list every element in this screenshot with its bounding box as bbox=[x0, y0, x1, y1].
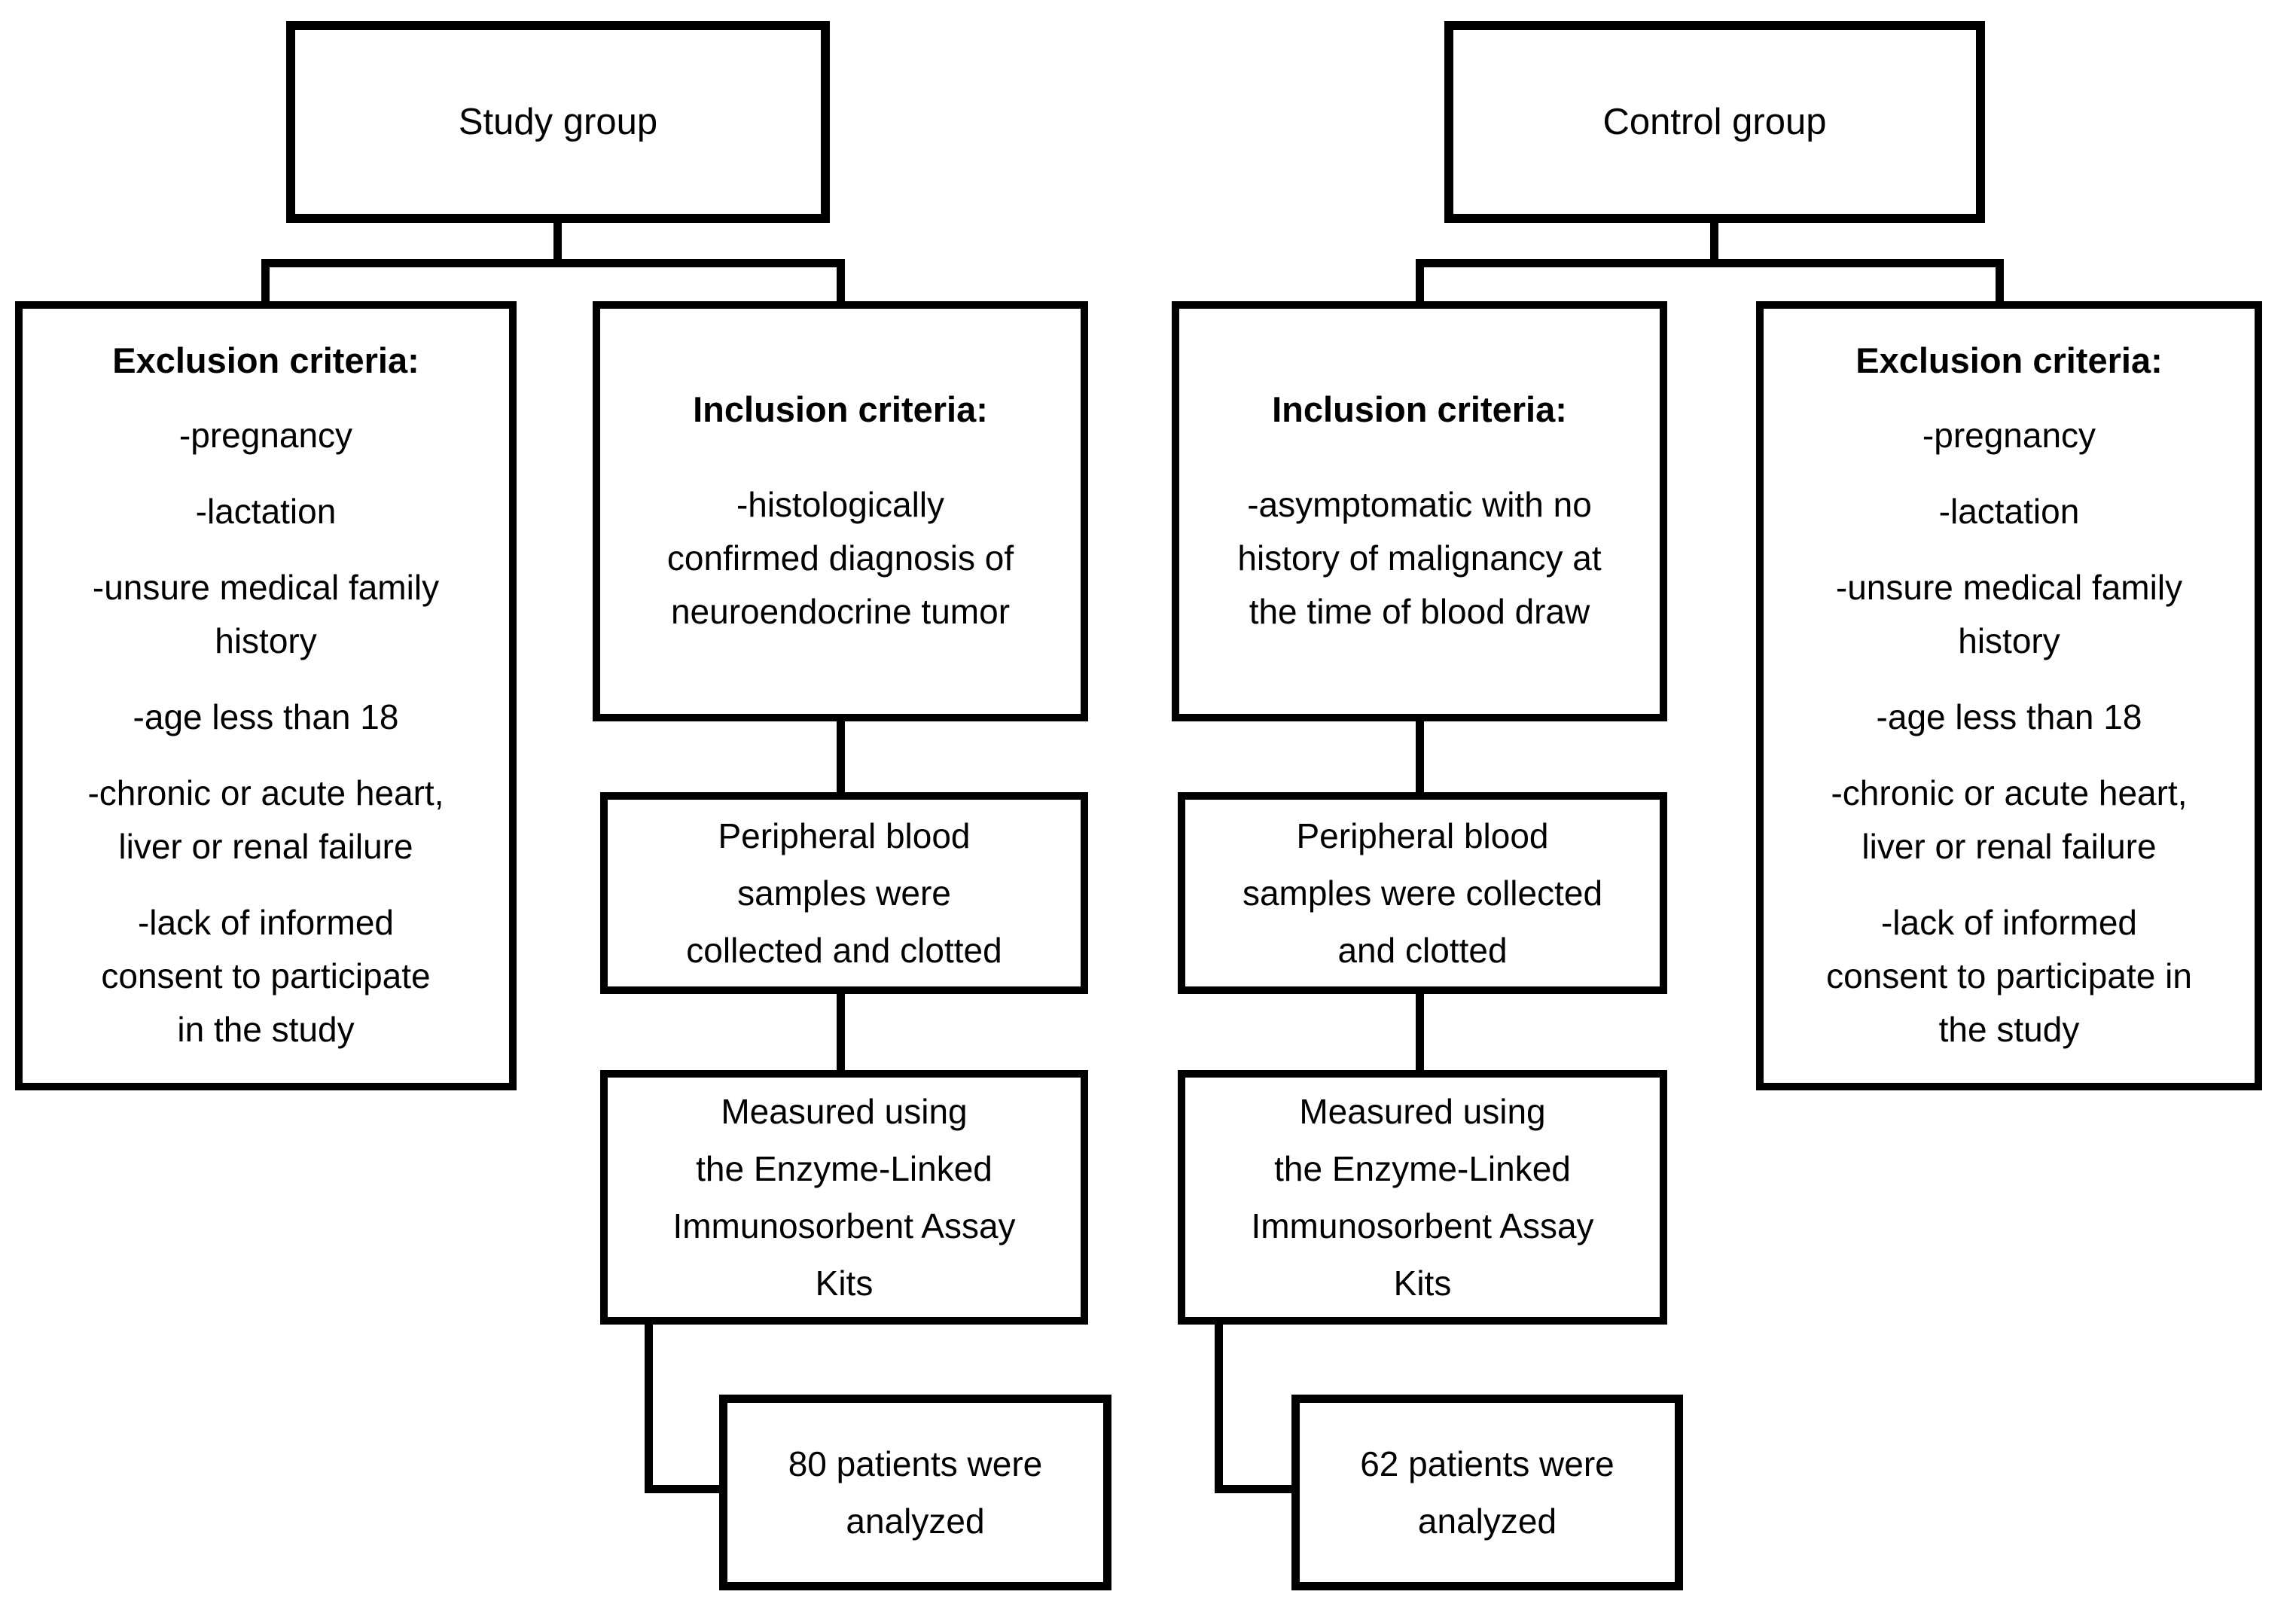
inclusion-item: -asymptomatic with no history of malignancy at the time of blood draw bbox=[1237, 485, 1602, 631]
control-tbar-line bbox=[1416, 259, 2004, 267]
study-exclusion-box bbox=[15, 301, 517, 1090]
exclusion-item: -lack of informed consent to participate in the study bbox=[1826, 903, 2192, 1049]
exclusion-item: -lack of informed consent to participate in the study bbox=[101, 903, 431, 1049]
study-group-label: Study group bbox=[458, 102, 658, 142]
study-tbar-left-drop bbox=[261, 264, 270, 304]
exclusion-item: -age less than 18 bbox=[1876, 697, 2142, 736]
study-stem-line bbox=[553, 221, 562, 264]
control-exclusion-box bbox=[1756, 301, 2262, 1090]
control-connector-inclusion-blood bbox=[1416, 720, 1424, 794]
study-elbow-horizontal bbox=[645, 1485, 723, 1493]
exclusion-item: -chronic or acute heart, liver or renal failure bbox=[87, 773, 444, 866]
control-tbar-right-drop bbox=[1996, 264, 2004, 304]
inclusion-title: Inclusion criteria: bbox=[1272, 389, 1567, 429]
exclusion-item: -pregnancy bbox=[178, 416, 353, 455]
exclusion-item: -pregnancy bbox=[1922, 416, 2096, 455]
control-elbow-vertical bbox=[1215, 1323, 1223, 1493]
control-tbar-left-drop bbox=[1416, 264, 1424, 304]
exclusion-item: -age less than 18 bbox=[133, 697, 399, 736]
exclusion-title: Exclusion criteria: bbox=[112, 340, 419, 380]
control-inclusion-box bbox=[1172, 301, 1667, 721]
control-elisa-box: Measured using the Enzyme-Linked Immunosorbent Assay Kits bbox=[1178, 1070, 1667, 1325]
inclusion-title: Inclusion criteria: bbox=[693, 389, 988, 429]
control-group-box bbox=[1444, 21, 1985, 223]
control-group-label: Control group bbox=[1602, 102, 1827, 142]
study-result-box: 80 patients were analyzed bbox=[719, 1395, 1111, 1590]
study-tbar-right-drop bbox=[837, 264, 845, 304]
control-elbow-horizontal bbox=[1215, 1485, 1294, 1493]
study-inclusion-box bbox=[593, 301, 1088, 721]
inclusion-item: -histologically confirmed diagnosis of neuroendocrine tumor bbox=[666, 485, 1014, 631]
exclusion-title: Exclusion criteria: bbox=[1855, 340, 2163, 380]
study-elisa-box: Measured using the Enzyme-Linked Immunosorbent Assay Kits bbox=[600, 1070, 1088, 1325]
exclusion-item: -unsure medical family history bbox=[1835, 568, 2183, 660]
exclusion-item: -lactation bbox=[195, 492, 337, 531]
study-blood-samples-box: Peripheral blood samples were collected and clotted bbox=[600, 792, 1088, 994]
control-blood-samples-box: Peripheral blood samples were collected and clotted bbox=[1178, 792, 1667, 994]
control-result-box: 62 patients were analyzed bbox=[1291, 1395, 1683, 1590]
study-elbow-vertical bbox=[645, 1323, 653, 1493]
exclusion-item: -chronic or acute heart, liver or renal failure bbox=[1831, 773, 2188, 866]
study-group-box bbox=[286, 21, 830, 223]
control-connector-blood-elisa bbox=[1416, 992, 1424, 1072]
control-stem-line bbox=[1710, 221, 1718, 264]
study-connector-inclusion-blood bbox=[837, 720, 845, 794]
exclusion-item: -lactation bbox=[1938, 492, 2080, 531]
study-connector-blood-elisa bbox=[837, 992, 845, 1072]
study-tbar-line bbox=[261, 259, 845, 267]
exclusion-item: -unsure medical family history bbox=[92, 568, 440, 660]
